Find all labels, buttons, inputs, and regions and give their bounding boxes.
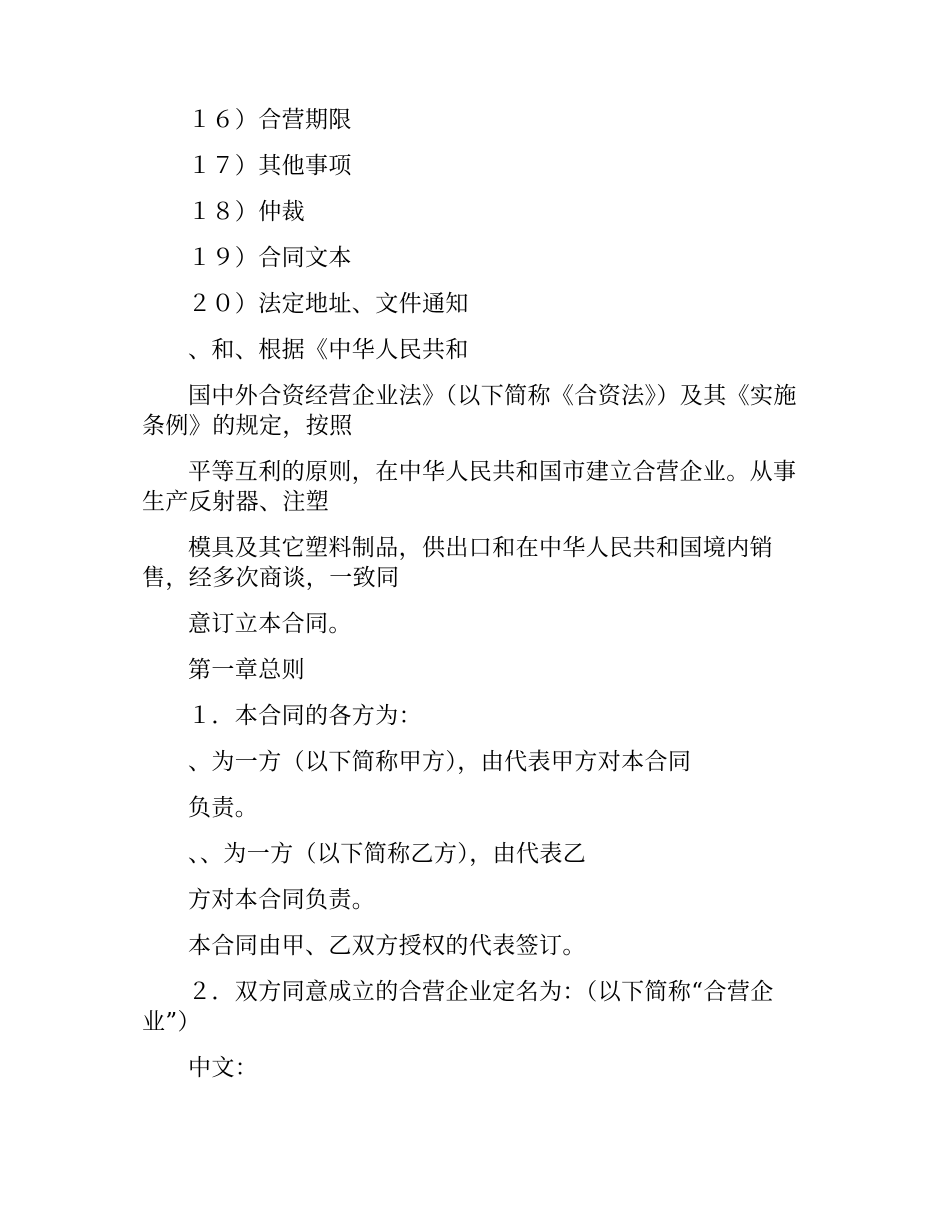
paragraph-party-b: 、、为一方（以下简称乙方），由代表乙 <box>188 841 587 867</box>
paragraph-term-18: １８）仲裁 <box>188 199 305 225</box>
paragraph-clause-1: １．本合同的各方为： <box>188 703 422 729</box>
paragraph-chinese-name: 中文： <box>188 1055 259 1081</box>
paragraph-term-19: １９）合同文本 <box>188 245 352 271</box>
paragraph-clause-2: ２．双方同意成立的合营企业定名为：（以下简称“合营企业”） <box>142 979 774 1035</box>
paragraph-term-17: １７）其他事项 <box>188 153 352 179</box>
paragraph-preamble-2: 国中外合资经营企业法》（以下简称《合资法》）及其《实施条例》的规定，按照 <box>142 383 797 439</box>
paragraph-preamble-5: 意订立本合同。 <box>188 611 352 637</box>
paragraph-preamble-1: 、和、根据《中华人民共和 <box>188 337 469 363</box>
paragraph-party-a-cont: 负责。 <box>188 795 259 821</box>
chapter-heading: 第一章总则 <box>188 657 305 683</box>
paragraph-party-b-cont: 方对本合同负责。 <box>188 887 376 913</box>
paragraph-preamble-3: 平等互利的原则，在中华人民共和国市建立合营企业。从事生产反射器、注塑 <box>142 459 797 515</box>
paragraph-preamble-4: 模具及其它塑料制品，供出口和在中华人民共和国境内销售，经多次商谈，一致同 <box>142 535 773 591</box>
paragraph-term-16: １６）合营期限 <box>188 107 352 133</box>
paragraph-party-a: 、为一方（以下简称甲方），由代表甲方对本合同 <box>188 749 692 775</box>
document-body <box>142 105 807 1099</box>
paragraph-signing: 本合同由甲、乙双方授权的代表签订。 <box>188 933 586 959</box>
paragraph-term-20: ２０）法定地址、文件通知 <box>188 291 469 317</box>
